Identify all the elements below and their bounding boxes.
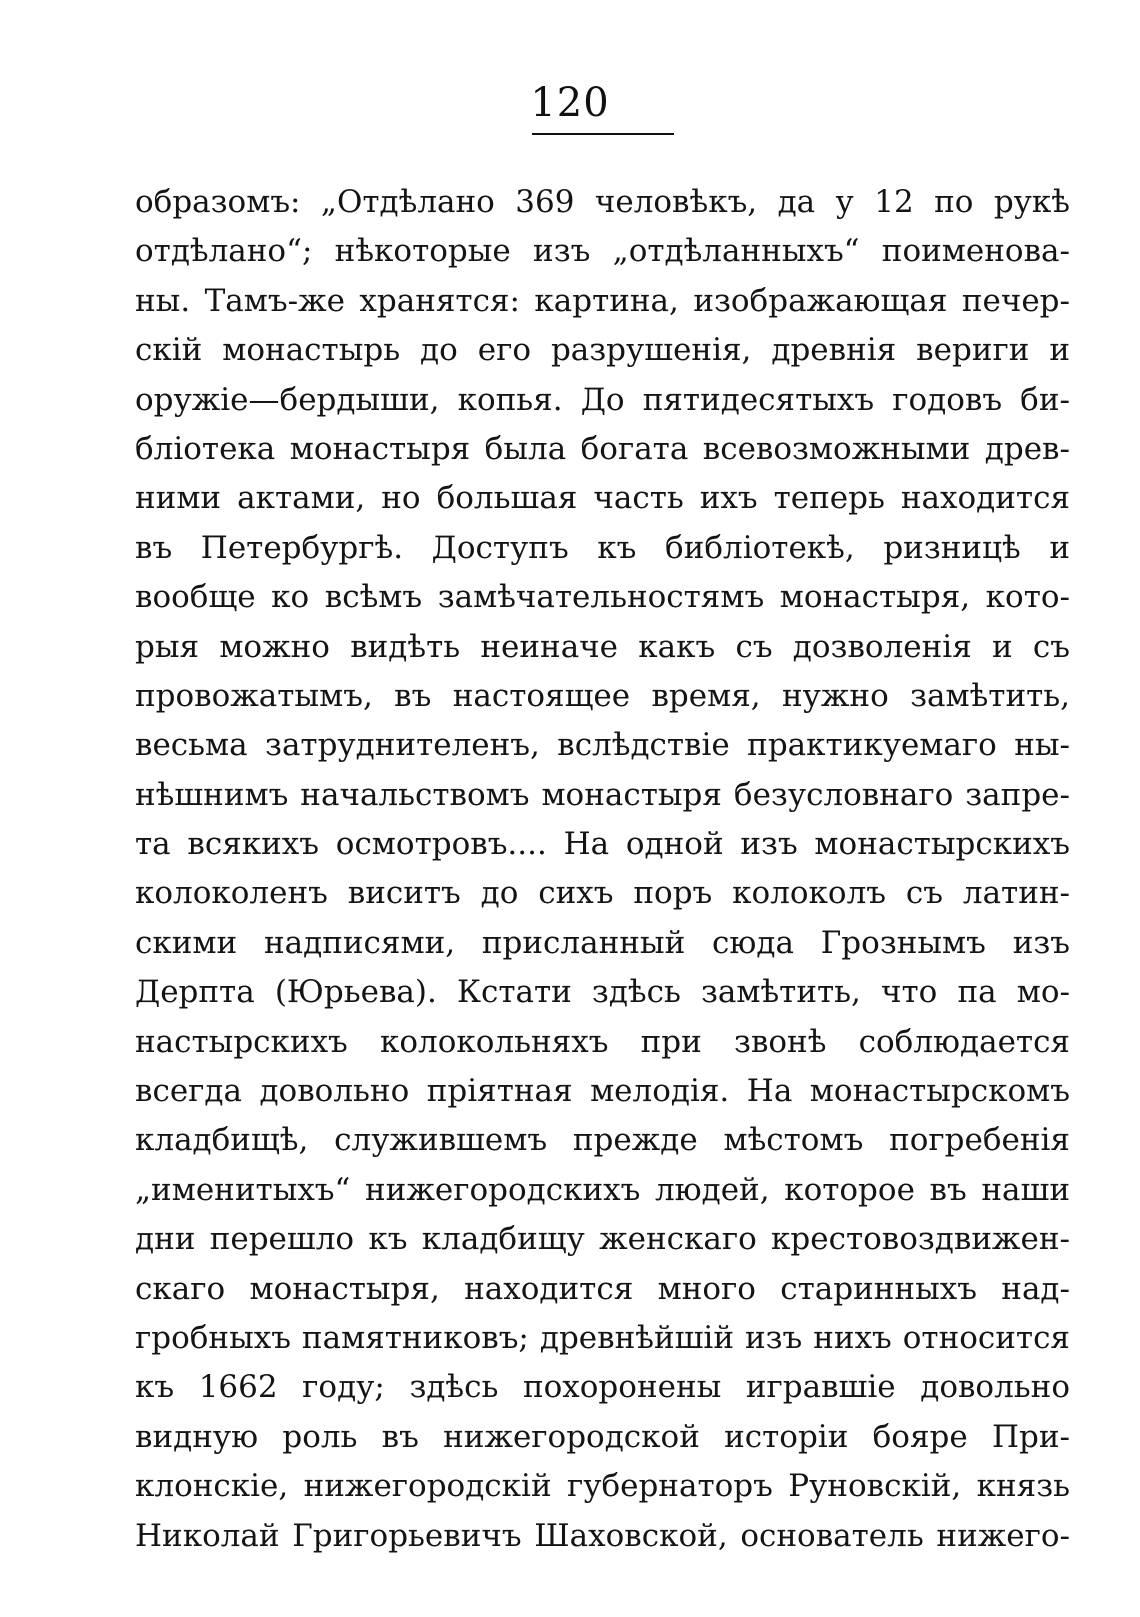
text-line: „именитыхъ“ нижегородскихъ людей, которое въ наши [135, 1171, 1070, 1208]
text-line: отдѣлано“; нѣкоторые изъ „отдѣланныхъ“ поименова- [135, 233, 1070, 270]
page-number-rule [532, 133, 674, 135]
text-line: вообще ко всѣмъ замѣчательностямъ монастыря, кото- [135, 579, 1070, 616]
text-line: Дерпта (Юрьева). Кстати здѣсь замѣтить, что па мо- [135, 974, 1070, 1011]
text-line: скій монастырь до его разрушенія, древнія вериги и [135, 332, 1070, 369]
text-line: рыя можно видѣть неиначе какъ съ дозволенія и съ [135, 628, 1070, 665]
text-line: весьма затруднителенъ, вслѣдствіе практикуемаго ны- [135, 727, 1070, 764]
text-line: всегда довольно пріятная мелодія. На монастырскомъ [135, 1073, 1070, 1110]
text-line: настырскихъ колокольняхъ при звонѣ соблюдается [135, 1023, 1070, 1060]
text-line: кладбищѣ, служившемъ прежде мѣстомъ погребенія [135, 1122, 1070, 1159]
text-line: колоколенъ виситъ до сихъ поръ колоколъ съ латин- [135, 875, 1070, 912]
text-line: къ 1662 году; здѣсь похоронены игравшіе довольно [135, 1369, 1070, 1406]
text-line: ны. Тамъ-же хранятся: картина, изображающая печер- [135, 282, 1070, 319]
text-line: оружіе—бердыши, копья. До пятидесятыхъ годовъ би- [135, 381, 1070, 418]
text-line: гробныхъ памятниковъ; древнѣйшій изъ нихъ относится [135, 1319, 1070, 1356]
text-line: скими надписями, присланный сюда Грознымъ изъ [135, 924, 1070, 961]
text-line: провожатымъ, въ настоящее время, нужно замѣтить, [135, 677, 1070, 714]
text-line: клонскіе, нижегородскій губернаторъ Руновскій, князь [135, 1468, 1070, 1505]
text-line: Николай Григорьевичъ Шаховской, основатель нижего- [135, 1517, 1070, 1554]
text-line: та всякихъ осмотровъ.... На одной изъ монастырскихъ [135, 826, 1070, 863]
text-line: образомъ: „Отдѣлано 369 человѣкъ, да у 12 по рукѣ [135, 184, 1070, 220]
body-text [135, 178, 1070, 1561]
text-line: въ Петербургѣ. Доступъ къ библіотекѣ, ризницѣ и [135, 529, 1070, 566]
text-line: бліотека монастыря была богата всевозможными древ- [135, 430, 1070, 467]
text-line: нѣшнимъ начальствомъ монастыря безусловнаго запре- [135, 776, 1070, 813]
text-line: дни перешло къ кладбищу женскаго крестовоздвижен- [135, 1221, 1070, 1258]
text-line: ними актами, но большая часть ихъ теперь находится [135, 480, 1070, 517]
text-line: видную роль въ нижегородской исторіи бояре При- [135, 1418, 1070, 1455]
text-line: скаго монастыря, находится много старинныхъ над- [135, 1270, 1070, 1307]
page-number: 120 [530, 80, 610, 126]
